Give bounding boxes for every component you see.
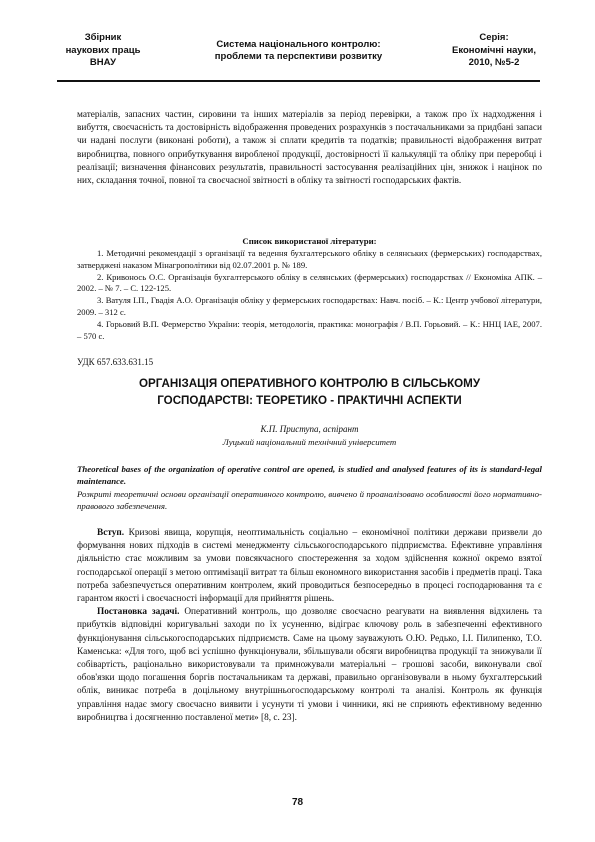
- header-left-line: ВНАУ: [89, 57, 117, 69]
- header-right-line: Серія:: [479, 32, 509, 44]
- header-right-line: 2010, №5-2: [468, 57, 520, 69]
- page-number: 78: [291, 797, 304, 808]
- header-left-line: наукових праць: [65, 44, 141, 56]
- paragraph-text: Оперативний контроль, що дозволяє своєчасно реагувати на виявлення відхилень та прибутків відповідні коригувальні заходи по їх усуненню, відіграє ключову роль в забезпеченні ефективного функціонування сільськогосподарських підприємств. Саме на цьому зауважують О.Ю. Редько, І.І. Пилипенко, Т.О. Каменська: «Для того, щоб всі успішно функціонували, збільшували обсяги виробництва продукції та знижували її собівартість, раціонально використовували та примножували матеріальні – грошові засоби, виконували свої обов'язки щодо погашення боргів постачальникам та державі, правильно організовували в ньому бухгалтерський облік, виникає потреба в доцільному внутрішньогосподарському контролі та аналізі. Контроль як функція управління надає змогу своєчасно виявити і усунути ті умови і чинники, які не сприяють ефективному веденню виробництва і досягненню поставленої мети» [8, с. 23].: [77, 607, 542, 723]
- reference-item: 2. Кривонось О.С. Організація бухгалтерського обліку в селянських (фермерських) господарствах // Економіка АПК. – 2002. – № 7. – С. 122-125.: [77, 271, 542, 294]
- paragraph-text: матеріалів, запасних частин, сировини та інших матеріалів за період перевірки, а також про їх надходження і вибуття, своєчасність та достовірність відображення проведених розрахунків з постачальниками за придбані запаси чи надані послуги (виконані роботи), а також зі сплати кредитів та податків; правильності відображення витрат виробництва, повного оприбуткування виробленої продукції, достовірності її калькуляції та обліку при переробці і реалізації; визначення фінансових результатів, правильності застосування реалізаційних цін, знижок і націнок по них, складання точної, повної та своєчасної звітності в обліку та звітності господарських фактів.: [77, 110, 542, 187]
- abstract-english: Theoretical bases of the organization of operative control are opened, is studied and analysed features of its is standard-legal maintenance.: [77, 464, 542, 486]
- header-center-line: Система національного контролю:: [216, 38, 381, 50]
- abstract-ukrainian: Розкриті теоретичні основи організації оперативного контролю, вивчено й проаналізовано особливості його нормативно-правового забезпечення.: [77, 489, 542, 511]
- author-affiliation: Луцький національний технічний університет: [222, 437, 397, 447]
- body-paragraph: [77, 606, 542, 725]
- header-left-line: Збірник: [84, 32, 122, 44]
- header-center-line: проблеми та перспективи розвитку: [214, 51, 383, 62]
- header-series: [448, 32, 540, 69]
- body-paragraph: [77, 527, 542, 606]
- reference-item: 3. Ватуля І.П., Гвадія А.О. Організація обліку у фермерських господарствах: Навч. посіб. – К.: Центр учбової літератури, 2009. – 312 с.: [77, 295, 542, 317]
- article-body: [77, 527, 542, 725]
- reference-item: 4. Горьовий В.П. Фермерство України: теорія, методологія, практика: монографія / В.П. Горьовий. – К.: ННЦ ІАЕ, 2007. – 570 с.: [77, 318, 542, 341]
- header-journal: [57, 32, 149, 69]
- references-section: [77, 236, 542, 342]
- paragraph-text: Кризові явища, корупція, неоптимальність соціально – економічної політики держави призвели до формування нових підходів в системі менеджменту сільськогосподарського підприємства. Ефективне управління діяльністю стає можливим за умови повсякчасного спостереження за ходом здійснення кожної окремо взятої господарської операції з метою оптимізації витрат та більш економного використання засобів і предметів праці. Така потреба забезпечується оперативним контролем, який проводиться безпосередньо в процесі господарювання та є гарантом якості і своєчасності інформації для прийняття рішень.: [77, 528, 542, 605]
- header-right-line: Економічні науки,: [452, 44, 536, 56]
- references-title: Список використаної літератури:: [242, 236, 377, 246]
- header-topic: [149, 39, 448, 64]
- section-lead: Постановка задачі.: [97, 607, 180, 618]
- continued-paragraph: [77, 109, 542, 188]
- author-name: К.П. Приступа, аспірант: [260, 424, 359, 434]
- section-lead: Вступ.: [97, 528, 125, 538]
- reference-item: 1. Методичні рекомендації з організації та ведення бухгалтерського обліку в селянських (фермерських) господарствах, затверджені наказом Мінагрополітики від 02.07.2001 р. № 189.: [77, 248, 542, 270]
- article-title: [77, 375, 542, 409]
- running-header: [57, 22, 540, 82]
- article-title-line: ГОСПОДАРСТВІ: ТЕОРЕТИКО - ПРАКТИЧНІ АСПЕКТИ: [157, 394, 462, 407]
- udc-code: УДК 657.633.631.15: [77, 357, 154, 367]
- article-title-line: ОРГАНІЗАЦІЯ ОПЕРАТИВНОГО КОНТРОЛЮ В СІЛЬСЬКОМУ: [138, 377, 481, 390]
